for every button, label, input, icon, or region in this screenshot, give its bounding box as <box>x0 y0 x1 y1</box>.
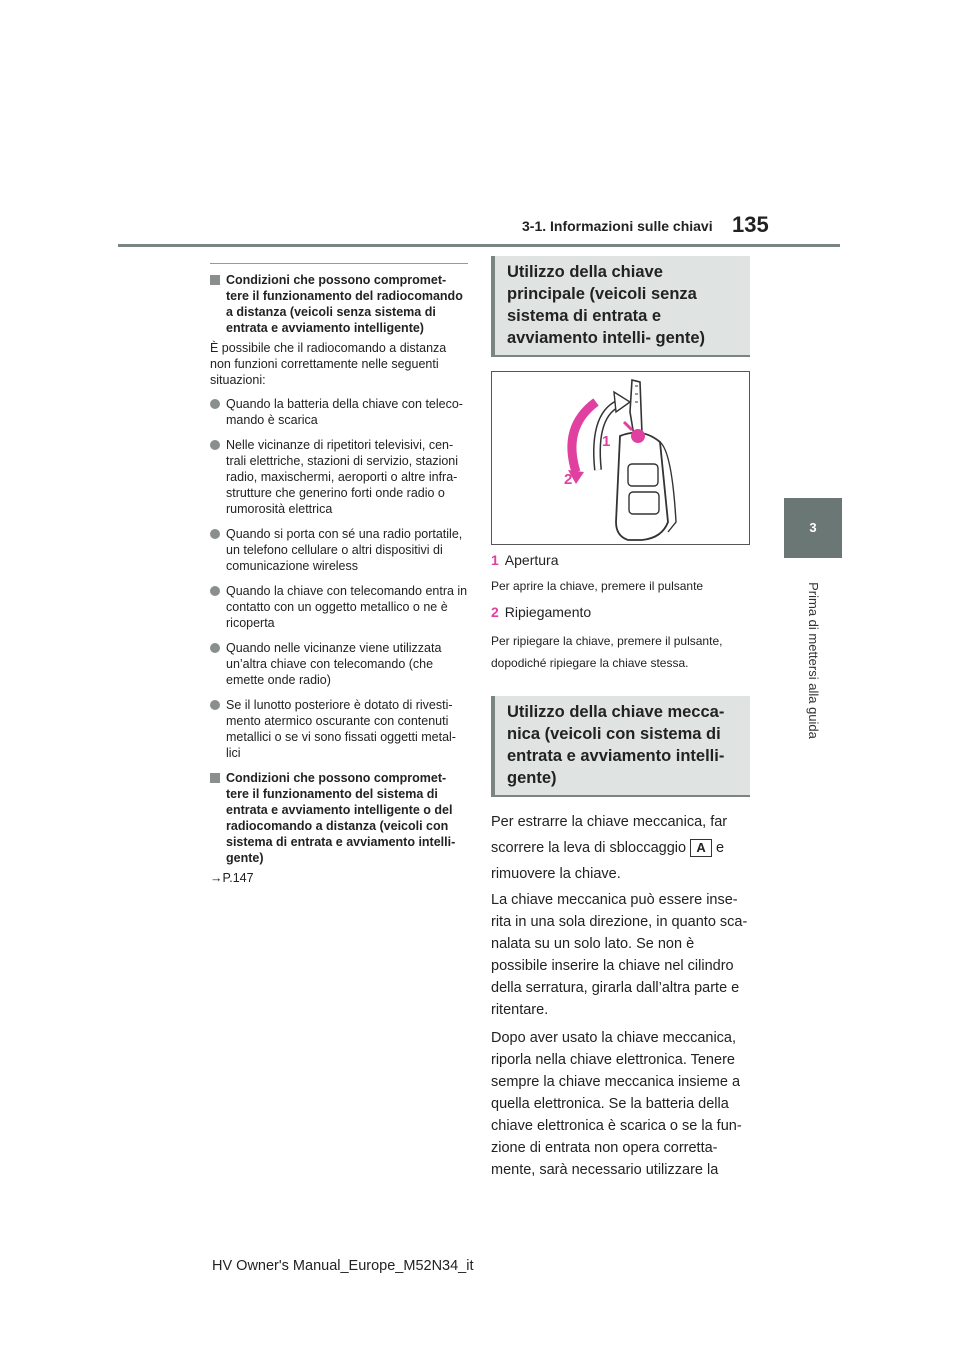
chapter-number: 3 <box>809 520 817 535</box>
step-number: 1 <box>491 552 499 568</box>
list-item: Se il lunotto posteriore è dotato di rivesti- mento atermico oscurante con contenuti metallici o se vi sono fissati oggetti metal- lici <box>210 697 468 761</box>
circle-bullet-icon <box>210 700 220 710</box>
circle-bullet-icon <box>210 440 220 450</box>
subheading-remote-conditions: Condizioni che possono compromet- tere il funzionamento del radiocomando a distanza (veicoli senza sistema di entrata e avviamento intelligente) <box>210 272 468 336</box>
step-folding-description: Per ripiegare la chiave, premere il pulsante, dopodiché ripiegare la chiave stessa. <box>491 634 723 670</box>
page-reference-link[interactable]: →P.147 <box>210 871 254 885</box>
chapter-title-vertical <box>784 560 842 760</box>
column-top-rule <box>210 263 468 264</box>
list-item: Quando si porta con sé una radio portatile, un telefono cellulare o altri dispositivi di comunicazione wireless <box>210 526 468 574</box>
list-item: Nelle vicinanze di ripetitori televisivi, cen- trali elettriche, stazioni di servizio, stazioni radio, maxischermi, aeroporti o altre infra- strutture che generino forti onde radio o rumorosità elettrica <box>210 437 468 517</box>
paragraph-store-key: Dopo aver usato la chiave meccanica, riporla nella chiave elettronica. Tenere sempre la chiave meccanica insieme a quella elettronica. Se la batteria della chiave elettronica è scarica o se la fun- zione di entrata non opera corretta- mente, sarà necessario utilizzare la <box>491 1030 742 1178</box>
figure-label-1: 1 <box>602 433 611 450</box>
release-button-icon <box>631 429 645 443</box>
subheading-smart-entry-conditions: Condizioni che possono compromet- tere il funzionamento del sistema di entrata e avviamento intelligente o del radiocomando a distanza (veicoli con sistema di entrata e avviamento intelli- gente) <box>210 770 468 866</box>
footer-manual-id: HV Owner's Manual_Europe_M52N34_it <box>212 1258 474 1274</box>
step-opening-description: Per aprire la chiave, premere il pulsante <box>491 579 704 593</box>
key-blade-icon <box>630 380 642 436</box>
circle-bullet-icon <box>210 529 220 539</box>
paragraph-extract-key: Per estrarre la chiave meccanica, far scorrere la leva di sbloccaggio A e rimuovere la chiave. <box>491 814 728 882</box>
square-bullet-icon <box>210 773 220 783</box>
header-divider <box>118 244 840 247</box>
list-item: Quando nelle vicinanze viene utilizzata un’altra chiave con telecomando (che emette onde radio) <box>210 640 468 688</box>
key-illustration <box>492 372 749 544</box>
chapter-title: Prima di mettersi alla guida <box>805 581 821 739</box>
left-column <box>210 263 468 886</box>
arrow-open-icon <box>614 392 630 412</box>
figure-label-2: 2 <box>564 471 573 488</box>
heading-main-key: Utilizzo della chiave principale (veicoli senza sistema di entrata e avviamento intelli- gente) <box>491 256 750 357</box>
right-column <box>491 256 750 1181</box>
step-folding: 2 Ripiegamento <box>491 604 592 620</box>
heading-mechanical-key: Utilizzo della chiave mecca- nica (veicoli con sistema di entrata e avviamento intelli- gente) <box>491 696 750 797</box>
list-item: Quando la batteria della chiave con teleco- mando è scarica <box>210 396 468 428</box>
step-number: 2 <box>491 604 499 620</box>
circle-bullet-icon <box>210 399 220 409</box>
paragraph-insert-key: La chiave meccanica può essere inse- rita in una sola direzione, in quanto sca- nalata su un solo lato. Se non è possibile inserire la chiave nel cilindro della serratura, girarla dall’altra parte e ritentare. <box>491 892 748 1018</box>
section-title: 3-1. Informazioni sulle chiavi <box>522 218 713 234</box>
list-item: Quando la chiave con telecomando entra in contatto con un oggetto metallico o ne è ricoperta <box>210 583 468 631</box>
circle-bullet-icon <box>210 586 220 596</box>
intro-paragraph: È possibile che il radiocomando a distanza non funzioni correttamente nelle seguenti situazioni: <box>210 341 447 387</box>
callout-box-a: A <box>690 839 712 857</box>
step-opening: 1 Apertura <box>491 552 559 568</box>
key-figure <box>491 371 750 545</box>
square-bullet-icon <box>210 275 220 285</box>
chapter-tab[interactable] <box>784 498 842 558</box>
circle-bullet-icon <box>210 643 220 653</box>
page-number: 135 <box>732 212 769 237</box>
